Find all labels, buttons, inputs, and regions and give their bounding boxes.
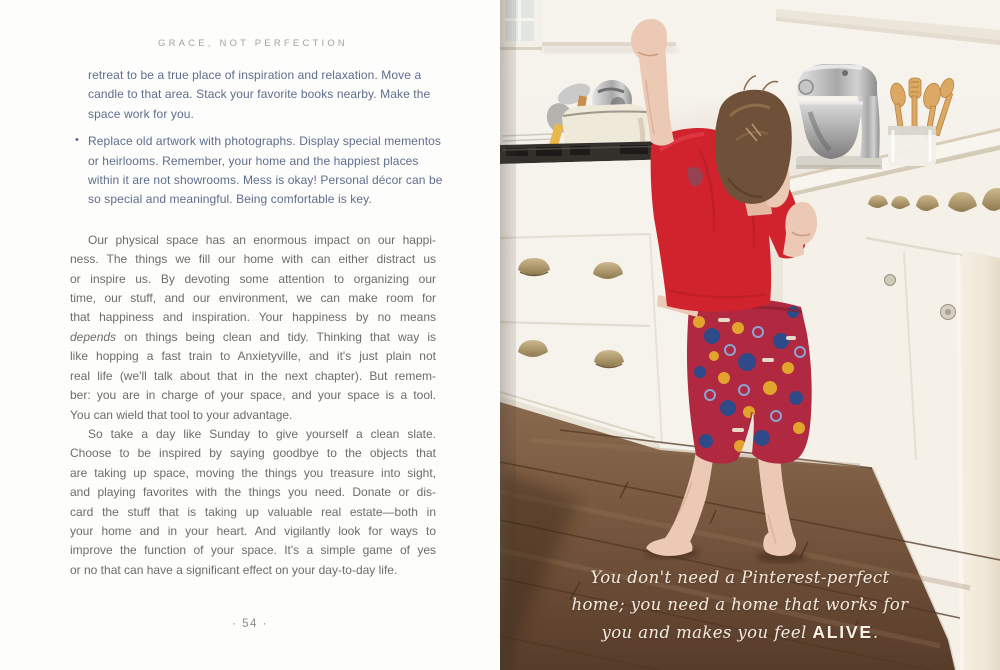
text-line: ness. The things we fill our home with can either distract us [70, 252, 436, 267]
bullet-continuation-text [70, 66, 436, 124]
text-line: depends on things being clean and tidy. Thinking that way is [70, 329, 436, 344]
text-line: that happiness and inspiration. Your happiness by no means [70, 310, 436, 325]
text-line: or inspire us. By devoting some attention to organizing our [70, 271, 436, 286]
text-line: so special and meaningful. Being comfortable is key. [88, 192, 372, 207]
photo-edge-shadow [500, 0, 516, 670]
text-line: You don't need a Pinterest-perfect [590, 567, 890, 587]
text-line: time, our stuff, and our environment, we can make room for [70, 291, 436, 306]
right-page-photo [500, 0, 1000, 670]
text-line: You can wield that tool to your advantage. [70, 407, 293, 422]
running-head: GRACE, NOT PERFECTION [157, 38, 348, 49]
paragraph-2 [70, 425, 436, 580]
text-line: and playing favorites with the things you need. Donate or dis- [70, 485, 436, 500]
text-line: your home and in your heart. And vigilantly look for ways to [70, 523, 436, 538]
text-line: retreat to be a true place of inspiration and relaxation. Move a [88, 68, 422, 82]
text-line: improve the function of your space. It's a simple game of yes [70, 543, 436, 558]
text-line: you and makes you feel ALIVE. [601, 621, 879, 642]
text-line: home; you need a home that works for [571, 595, 909, 614]
bullet-item [70, 132, 443, 210]
text-line: ber: you are in charge of your space, and your space is a tool. [70, 388, 436, 403]
text-line: card the stuff that is taking up valuable real estate—both in [70, 504, 436, 519]
text-line: Choose to be inspired by saying goodbye to the objects that [70, 446, 436, 461]
page-number: · 54 · [232, 618, 268, 630]
text-line: space work for you. [88, 106, 194, 121]
text-line: Our physical space has an enormous impact on our happi- [88, 232, 436, 247]
photo-quote-caption [528, 564, 952, 647]
text-line: real life (we'll talk about that in the next chapter). But remem- [70, 368, 436, 383]
text-line: Replace old artwork with photographs. Display special mementos [88, 134, 442, 149]
text-line: So take a day like Sunday to give yourself a clean slate. [88, 426, 436, 441]
text-line: like hopping a fast train to Anxietyville, and it's just plain not [70, 349, 436, 364]
text-line: candle to that area. Stack your favorite books nearby. Make the [88, 87, 431, 102]
text-line: within it are not showrooms. Mess is okay! Personal décor can be [88, 173, 443, 188]
text-line: or no that can have a significant effect on your day-to-day life. [70, 562, 398, 577]
text-line: or heirlooms. Remember, your home and the happiest places [88, 153, 419, 168]
bullet-item-text [88, 132, 443, 210]
bullet-marker: • [75, 134, 79, 147]
paragraph-1 [70, 231, 436, 425]
text-line: are taking up space, moving the things you treasure into sight, [70, 465, 436, 480]
